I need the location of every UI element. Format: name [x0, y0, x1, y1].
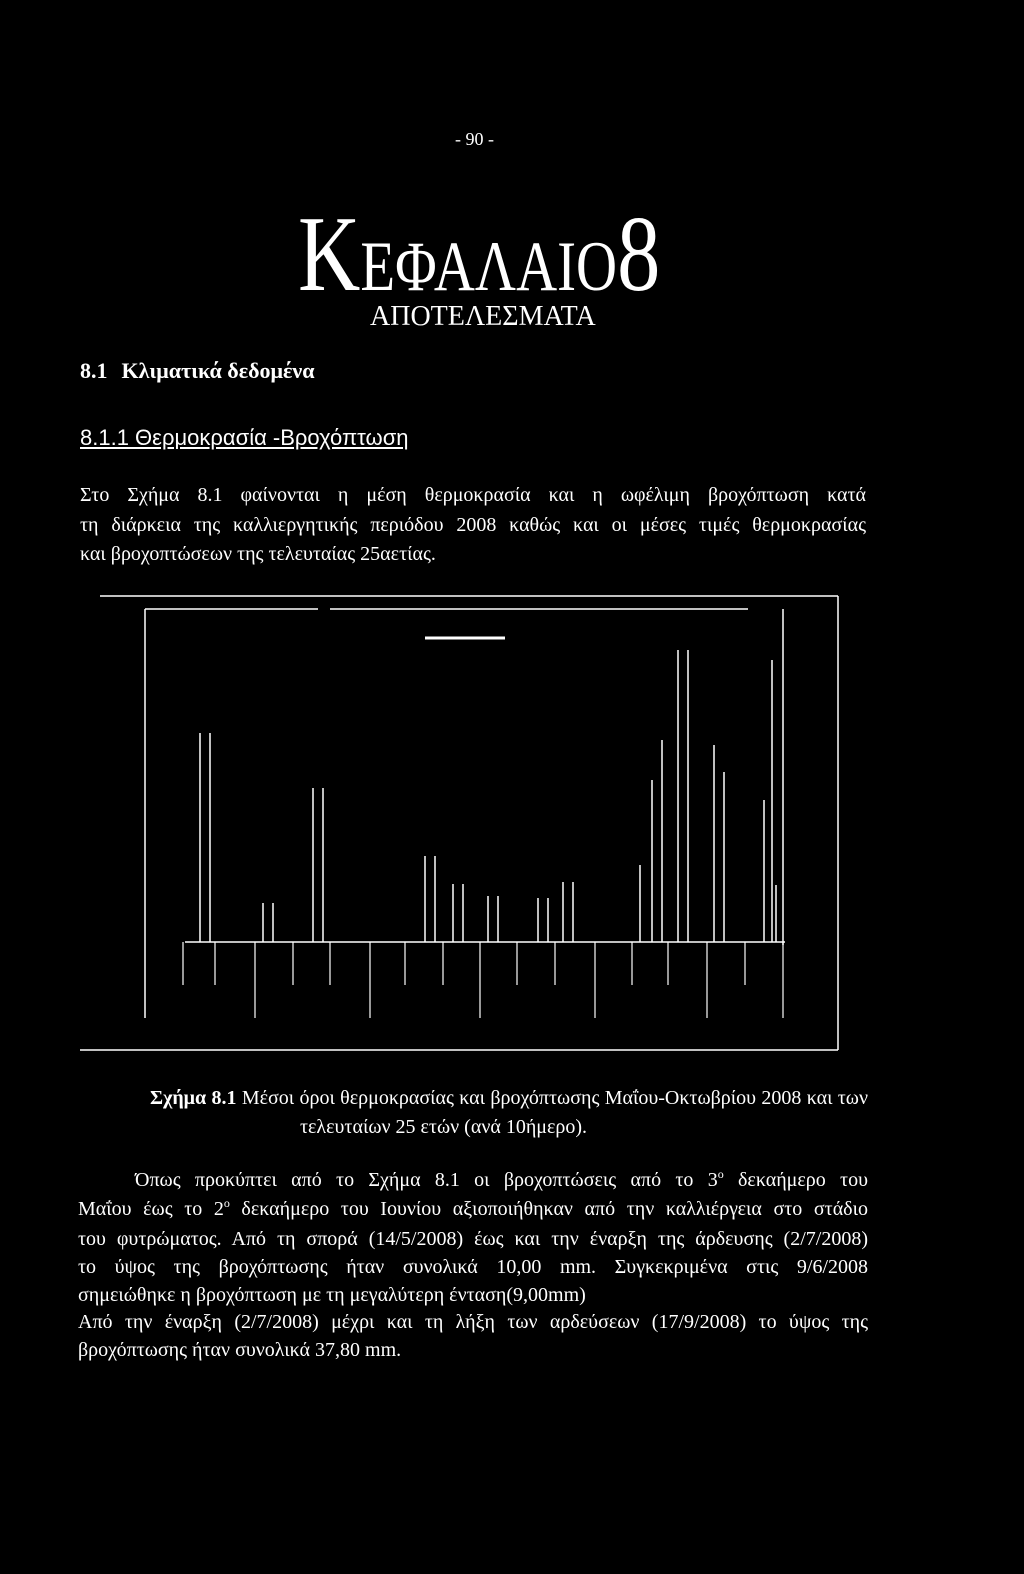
chapter-subtitle: ΑΠΟΤΕΛΕΣΜΑΤΑ: [370, 301, 596, 332]
chapter-number: 8: [617, 195, 661, 314]
intro-line: Στο Σχήμα 8.1 φαίνονται η μέση θερμοκρασία και η ωφέλιμη βροχόπτωση κατά: [80, 484, 866, 506]
chapter-word: ΕΦΑΛΑΙΟ: [360, 228, 618, 306]
section-title: Κλιματικά δεδομένα: [121, 358, 315, 383]
body-line: [78, 1196, 868, 1220]
superscript: ο: [717, 1167, 724, 1181]
body-text: Μαΐου έως το 2: [78, 1198, 224, 1220]
caption-label: Σχήμα 8.1: [150, 1087, 237, 1109]
superscript: ο: [223, 1196, 230, 1210]
figure-chart: [75, 588, 845, 1056]
page-number: - 90 -: [455, 129, 494, 149]
caption-line: τελευταίων 25 ετών (ανά 10ήμερο).: [300, 1116, 588, 1138]
body-text: δεκαήμερο του: [723, 1169, 868, 1191]
section-heading: [80, 360, 315, 382]
intro-line: και βροχοπτώσεων της τελευταίας 25αετίας.: [80, 543, 436, 565]
body-line: Από την έναρξη (2/7/2008) μέχρι και τη λήξη των αρδεύσεων (17/9/2008) το ύψος της: [78, 1311, 868, 1333]
body-text: Όπως προκύπτει από το Σχήμα 8.1 οι βροχοπτώσεις από το 3: [135, 1169, 718, 1191]
caption-text: Μέσοι όροι θερμοκρασίας και βροχόπτωσης Μαΐου-Οκτωβρίου 2008 και των: [236, 1087, 869, 1109]
chapter-initial: Κ: [298, 195, 361, 314]
body-line: [135, 1167, 868, 1191]
body-text: δεκαήμερο του Ιουνίου αξιοποιήθηκαν από την καλλιέργεια στο στάδιο: [229, 1198, 868, 1220]
section-number: 8.1: [80, 358, 108, 383]
subsection-heading: 8.1.1 Θερμοκρασία -Βροχόπτωση: [80, 425, 409, 450]
body-line: σημειώθηκε η βροχόπτωση με τη μεγαλύτερη ένταση(9,00mm): [78, 1284, 586, 1306]
caption-line: [150, 1088, 868, 1108]
body-line: βροχόπτωσης ήταν συνολικά 37,80 mm.: [78, 1339, 402, 1361]
intro-line: τη διάρκεια της καλλιεργητικής περιόδου 2008 καθώς και οι μέσες τιμές θερμοκρασίας: [80, 514, 866, 536]
body-line: το ύψος της βροχόπτωσης ήταν συνολικά 10,00 mm. Συγκεκριμένα στις 9/6/2008: [78, 1256, 868, 1278]
body-line: του φυτρώματος. Από τη σπορά (14/5/2008) έως και την έναρξη της άρδευσης (2/7/2008): [78, 1228, 868, 1250]
